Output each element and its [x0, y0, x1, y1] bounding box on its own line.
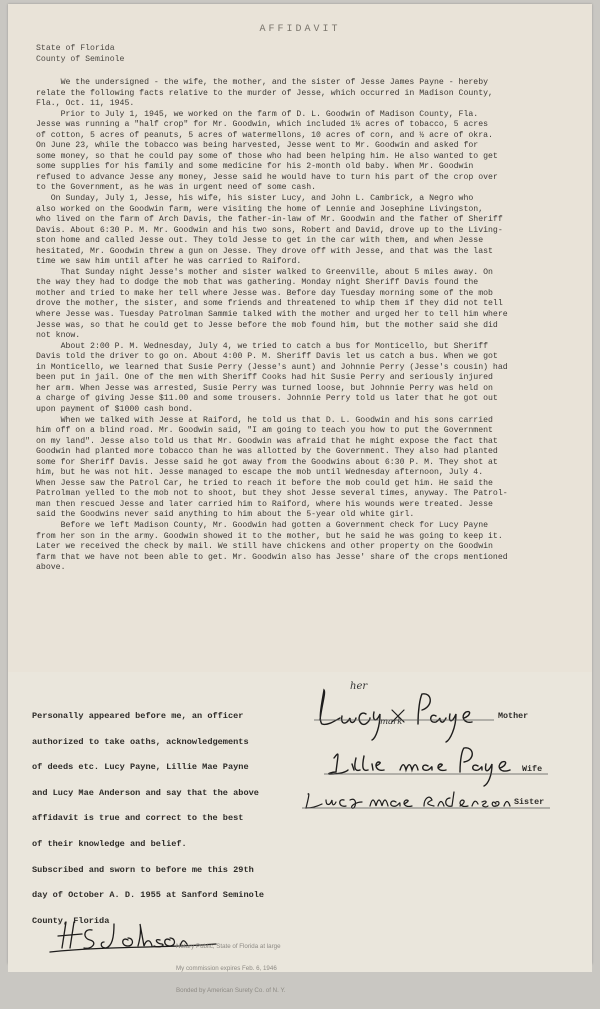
- affidavit-body: [36, 78, 586, 574]
- body-line: where Jesse was. Tuesday Patrolman Sammie talked with the mother and urged her to tell him where: [36, 310, 508, 320]
- notary-attestation: [32, 704, 322, 934]
- attestation-line: Subscribed and sworn to before me this 29th: [32, 864, 254, 875]
- notary-stamp-line: My commission expires Feb. 6, 1946: [176, 965, 277, 973]
- body-line: a charge of giving Jesse $11.00 and some trousers. Johnnie Perry told us later that he got out: [36, 394, 498, 404]
- body-line: ston home and called Jesse out. They told Jesse to get in the car with them, and when Jesse: [36, 236, 484, 246]
- body-line: from her son in the army. Goodwin showed it to the mother, but he said he was going to keep it.: [36, 531, 503, 541]
- body-line: man then rescued Jesse and later carried him to Raiford, where his wounds were treated. Jesse: [36, 499, 493, 509]
- body-line: Goodwin had planted more tobacco than he was allotted by the Government. They also had planted: [36, 447, 498, 457]
- sister-signature: [306, 792, 510, 808]
- body-line: Jesse was, so that he could get to Jesse before the mob found him, but the mother said she did: [36, 320, 498, 330]
- body-line: On June 23, while the tobacco was being harvested, Jesse went to Mr. Goodwin and asked for: [36, 141, 479, 151]
- notary-stamp: [176, 928, 286, 1009]
- body-line: We the undersigned - the wife, the mother, and the sister of Jesse James Payne - hereby: [36, 78, 489, 87]
- body-line: When we talked with Jesse at Raiford, he told us that D. L. Goodwin and his sons carried: [36, 415, 493, 425]
- mother-signature: [320, 690, 472, 742]
- jurisdiction-header: [36, 44, 124, 65]
- body-line: Davis. About 6:30 P. M. Mr. Goodwin and his two sons, Robert and David, drove up to the Living-: [36, 225, 503, 235]
- body-line: to the Government, as he was in urgent need of some cash.: [36, 183, 317, 193]
- attestation-line: affidavit is true and correct to the best: [32, 813, 244, 824]
- affidavit-page: [8, 4, 592, 995]
- mark-note-above: her: [350, 681, 368, 692]
- body-line: on my land". Jesse also told us that Mr. Goodwin was afraid that he might expose the fact that: [36, 436, 498, 446]
- body-line: On Sunday, July 1, Jesse, his wife, his sister Lucy, and John L. Cambrick, a Negro who: [36, 194, 474, 204]
- body-line: About 2:00 P. M. Wednesday, July 4, we tried to catch a bus for Monticello, but Sheriff: [36, 341, 489, 351]
- signature-block: [300, 680, 590, 830]
- body-line: not know.: [36, 331, 81, 341]
- body-line: Jesse was running a "half crop" for Mr. Goodwin, which included 1½ acres of tobacco, 5 acres: [36, 120, 489, 130]
- mark-note-below: mark: [380, 717, 403, 727]
- body-line: When Jesse saw the Patrol Car, he tried to reach it before the mob could get him. He said the: [36, 478, 493, 488]
- body-line: some supplies for his family and some medicine for his 2-month old baby. When Mr. Goodwin: [36, 162, 474, 172]
- body-line: Prior to July 1, 1945, we worked on the farm of D. L. Goodwin of Madison County, Fla.: [36, 109, 479, 119]
- body-line: Davis told the driver to go on. About 4:00 P. M. Sheriff Davis let us catch a bus. When we got: [36, 352, 498, 362]
- body-line: refused to advance Jesse any money, Jesse said he would have to turn his part of the crop over: [36, 172, 498, 182]
- document-title: AFFIDAVIT: [259, 24, 341, 35]
- body-line: of cotton, 5 acres of peanuts, 5 acres of watermellons, 10 acres of corn, and ½ acre of okra.: [36, 130, 493, 140]
- body-line: above.: [36, 563, 66, 573]
- body-line: Before we left Madison County, Mr. Goodwin had gotten a Government check for Lucy Payne: [36, 520, 489, 530]
- body-line: Fla., Oct. 11, 1945.: [36, 99, 135, 109]
- body-line: farm that we have not been able to get. Mr. Goodwin also has Jesse' share of the crops mentioned: [36, 552, 508, 562]
- mother-role-label: Mother: [498, 711, 529, 721]
- body-line: mother and tried to make her tell where Jesse was. Before day Tuesday morning some of the mob: [36, 288, 493, 298]
- body-line: her arm. When Jesse was arrested, Susie Perry was turned loose, but Johnnie Perry was held on: [36, 383, 493, 393]
- body-line: been put in jail. One of the men with Sheriff Cooks had hit Susie Perry and seriously injured: [36, 373, 493, 383]
- attestation-line: authorized to take oaths, acknowledgements: [32, 736, 249, 747]
- body-line: relate the following facts relative to the murder of Jesse, which occurred in Madison County,: [36, 88, 493, 98]
- body-line: some money, so that he could pay some of those who had been helping him. He also wanted to get: [36, 151, 498, 161]
- body-line: who lived on the farm of Arch Davis, the father-in-law of Mr. Goodwin and the father of Sheriff: [36, 215, 503, 225]
- body-line: also worked on the Goodwin farm, were visiting the home of Lennie and Josephine Livingston,: [36, 204, 484, 214]
- body-line: upon payment of $1000 cash bond.: [36, 404, 194, 414]
- body-line: said the Goodwins never said anything to him about the 5-year old white girl.: [36, 510, 415, 520]
- notary-stamp-line: Notary Public, State of Florida at large: [176, 942, 281, 950]
- body-line: That Sunday night Jesse's mother and sister walked to Greenville, about 5 miles away. On: [36, 267, 493, 277]
- county-line: County of Seminole: [36, 54, 125, 64]
- notary-stamp-line: Bonded by American Surety Co. of N. Y.: [176, 987, 286, 995]
- attestation-line: of their knowledge and belief.: [32, 838, 187, 849]
- body-line: time we saw him until after he was carried to Raiford.: [36, 257, 302, 267]
- body-line: Patrolman yelled to the mob not to shoot, but they shot Jesse several times, anyway. The Patrol-: [36, 489, 508, 499]
- body-line: some for Sheriff Davis. Jesse said he got away from the Goodwins about 6:30 P. M. They shot at: [36, 457, 498, 467]
- attestation-line: Personally appeared before me, an officer: [32, 711, 244, 721]
- body-line: in Monticello, we learned that Susie Perry (Jesse's aunt) and Johnnie Perry (Jesse's cousin) had: [36, 362, 508, 372]
- body-line: the way they had to dodge the mob that was gathering. Monday night Sheriff Davis found the: [36, 278, 479, 288]
- body-line: him, but he was not hit. Jesse managed to escape the mob until Wednesday afternoon, July 4.: [36, 468, 484, 478]
- sister-role-label: Sister: [514, 797, 545, 807]
- body-line: him off on a blind road. Mr. Goodwin said, "I am going to teach you how to put the Government: [36, 426, 493, 436]
- body-line: drove the mother, the sister, and some friends and threatened to whip them if they did not tell: [36, 299, 503, 309]
- attestation-line: County, Florida: [32, 915, 110, 926]
- body-line: Later we received the check by mail. We still have chickens and other property on the Goodwin: [36, 542, 493, 552]
- attestation-line: of deeds etc. Lucy Payne, Lillie Mae Payne: [32, 762, 249, 773]
- body-line: hesitated, Mr. Goodwin threw a gun on Jesse. They drove off with Jesse, and that was the last: [36, 246, 493, 256]
- attestation-line: day of October A. D. 1955 at Sanford Seminole: [32, 890, 265, 901]
- state-line: State of Florida: [36, 44, 115, 53]
- wife-signature: [329, 748, 510, 786]
- wife-role-label: Wife: [522, 764, 543, 774]
- attestation-line: and Lucy Mae Anderson and say that the above: [32, 787, 259, 798]
